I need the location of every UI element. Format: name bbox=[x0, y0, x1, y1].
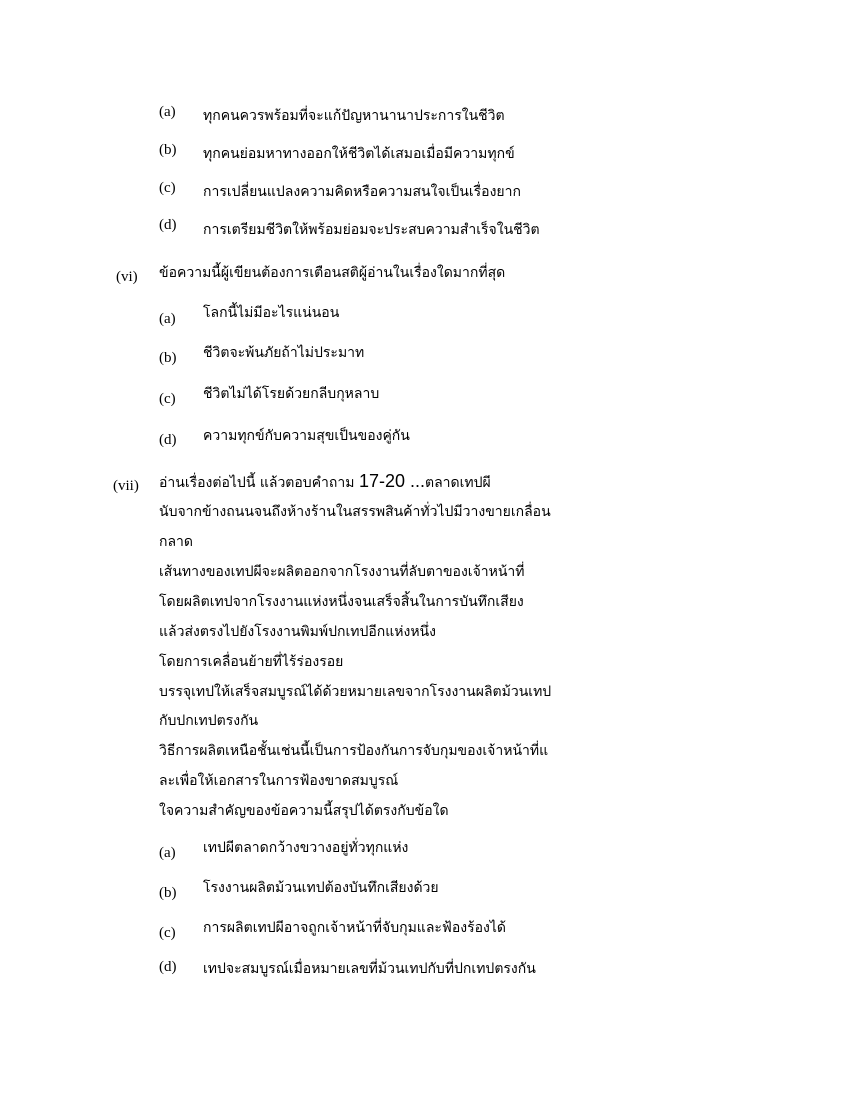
option-marker: (a) bbox=[159, 311, 176, 327]
passage-line: วิธีการผลิตเหนือชั้นเช่นนี้เป็นการป้องกันการจับกุมของเจ้าหน้าที่แ bbox=[159, 743, 549, 759]
option-text: เทปจะสมบูรณ์เมื่อหมายเลขที่ม้วนเทปกับที่ปกเทปตรงกัน bbox=[203, 961, 536, 977]
option-text: ชีวิตไม่ได้โรยด้วยกลีบกุหลาบ bbox=[203, 386, 380, 402]
option-text: การเปลี่ยนแปลงความคิดหรือความสนใจเป็นเรื่องยาก bbox=[203, 184, 521, 200]
option-text: การเตรียมชีวิตให้พร้อมย่อมจะประสบความสำเร็จในชีวิต bbox=[203, 222, 540, 238]
intro-suffix: ตลาดเทปผี bbox=[424, 475, 491, 491]
option-text: การผลิตเทปผีอาจถูกเจ้าหน้าที่จับกุมและฟ้องร้องได้ bbox=[203, 920, 506, 936]
passage-line: นับจากข้างถนนจนถึงห้างร้านในสรรพสินค้าทั่วไปมีวางขายเกลื่อน bbox=[159, 504, 551, 520]
option-marker: (a) bbox=[159, 104, 176, 120]
option-text: ชีวิตจะพ้นภัยถ้าไม่ประมาท bbox=[203, 345, 365, 361]
passage-line: แล้วส่งตรงไปยังโรงงานพิมพ์ปกเทปอีกแห่งหนึ่ง bbox=[159, 624, 436, 640]
passage-line: บรรจุเทปให้เสร็จสมบูรณ์ได้ด้วยหมายเลขจากโรงงานผลิตม้วนเทป bbox=[159, 684, 552, 700]
intro-prefix: อ่านเรื่องต่อไปนี้ แล้วตอบคำถาม bbox=[159, 475, 359, 491]
option-text: ทุกคนควรพร้อมที่จะแก้ปัญหานานาประการในชีวิต bbox=[203, 108, 505, 124]
option-text: ทุกคนย่อมหาทางออกให้ชีวิตได้เสมอเมื่อมีความทุกข์ bbox=[203, 146, 515, 162]
question-text: ข้อความนี้ผู้เขียนต้องการเตือนสติผู้อ่านในเรื่องใดมากที่สุด bbox=[159, 265, 506, 281]
option-text: ความทุกข์กับความสุขเป็นของคู่กัน bbox=[203, 428, 410, 444]
option-marker: (c) bbox=[159, 391, 176, 407]
intro-range: 17-20 ... bbox=[358, 471, 425, 491]
question-intro bbox=[159, 472, 491, 492]
option-marker: (c) bbox=[159, 180, 176, 196]
option-marker: (c) bbox=[159, 925, 176, 941]
option-text: โรงงานผลิตม้วนเทปต้องบันทึกเสียงด้วย bbox=[203, 880, 439, 896]
passage-line: ละเพื่อให้เอกสารในการฟ้องขาดสมบูรณ์ bbox=[159, 773, 399, 789]
passage-line: กลาด bbox=[159, 534, 194, 550]
option-text: เทปผีตลาดกว้างขวางอยู่ทั่วทุกแห่ง bbox=[203, 840, 409, 856]
passage-line: กับปกเทปตรงกัน bbox=[159, 713, 259, 729]
option-marker: (d) bbox=[159, 432, 177, 448]
question-number: (vii) bbox=[113, 478, 139, 494]
option-marker: (b) bbox=[159, 350, 177, 366]
question-text: ใจความสำคัญของข้อความนี้สรุปได้ตรงกับข้อใด bbox=[159, 803, 449, 819]
option-marker: (d) bbox=[159, 959, 177, 975]
option-text: โลกนี้ไม่มีอะไรแน่นอน bbox=[203, 305, 340, 321]
question-number: (vi) bbox=[116, 269, 138, 285]
option-marker: (a) bbox=[159, 845, 176, 861]
passage-line: โดยการเคลื่อนย้ายที่ไร้ร่องรอย bbox=[159, 654, 344, 670]
passage-line: โดยผลิตเทปจากโรงงานแห่งหนึ่งจนเสร็จสิ้นในการบันทึกเสียง bbox=[159, 594, 524, 610]
passage-line: เส้นทางของเทปผีจะผลิตออกจากโรงงานที่ลับตาของเจ้าหน้าที่ bbox=[159, 564, 525, 580]
option-marker: (b) bbox=[159, 142, 177, 158]
option-marker: (d) bbox=[159, 217, 177, 233]
option-marker: (b) bbox=[159, 885, 177, 901]
